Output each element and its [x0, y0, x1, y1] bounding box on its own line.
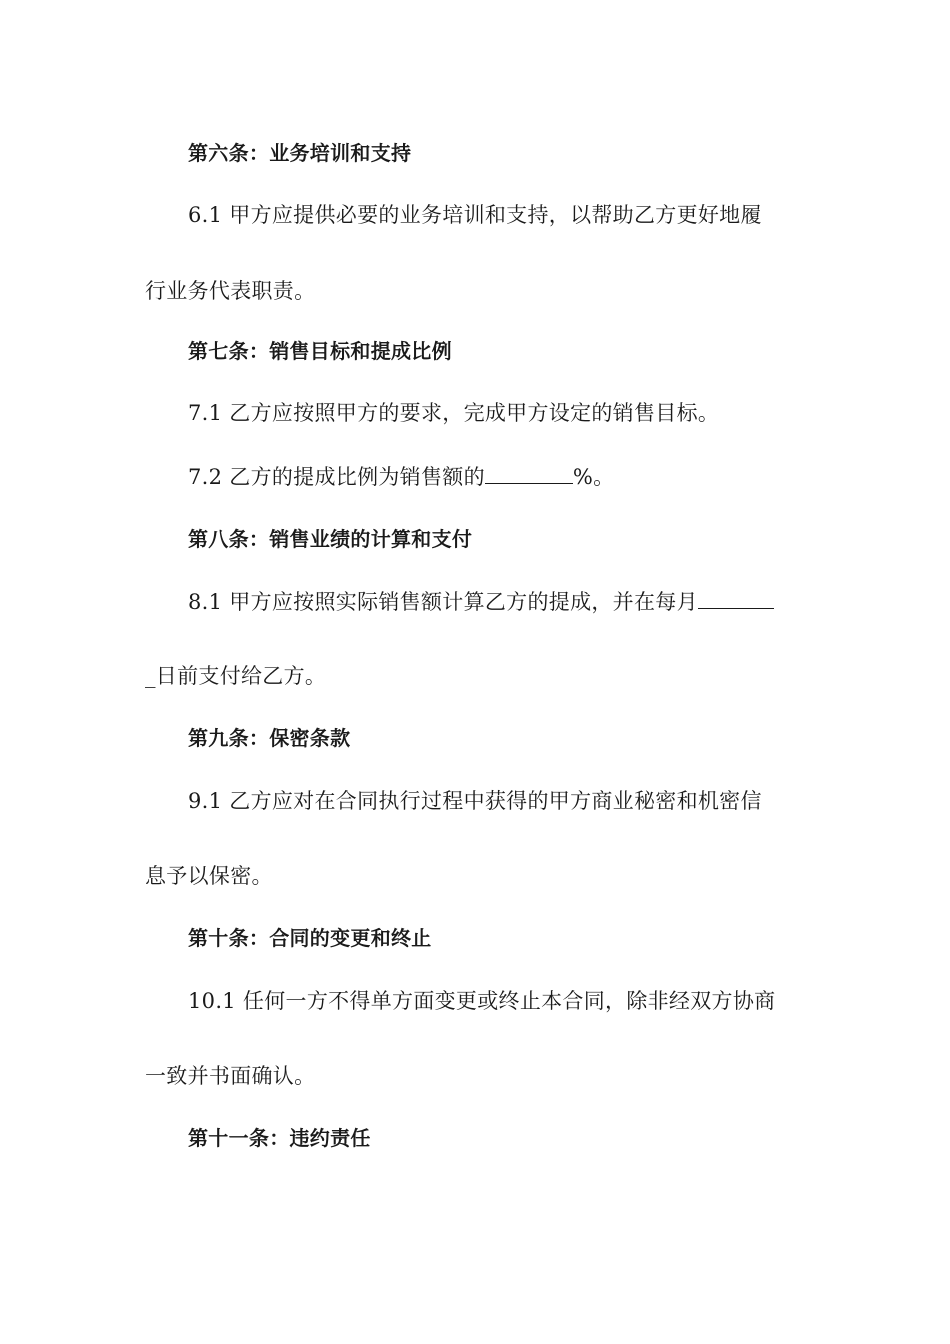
paragraph-7-1: 7.1 乙方应按照甲方的要求，完成甲方设定的销售目标。	[188, 401, 720, 425]
section-heading-9: 第九条：保密条款	[188, 726, 351, 750]
paragraph-10-1-line2: 一致并书面确认。	[145, 1064, 316, 1088]
payment-day-blank	[698, 586, 774, 609]
paragraph-7-2-prefix: 7.2 乙方的提成比例为销售额的	[188, 465, 485, 489]
paragraph-9-1-line2: 息予以保密。	[145, 864, 273, 888]
paragraph-7-2	[188, 461, 810, 492]
paragraph-8-1-prefix: 8.1 甲方应按照实际销售额计算乙方的提成，并在每月	[188, 590, 698, 614]
paragraph-8-1-line2: _日前支付给乙方。	[145, 664, 327, 688]
paragraph-10-1-line1: 10.1 任何一方不得单方面变更或终止本合同，除非经双方协商	[188, 989, 776, 1013]
paragraph-7-2-suffix: %。	[572, 465, 615, 489]
paragraph-6-1-line1: 6.1 甲方应提供必要的业务培训和支持，以帮助乙方更好地履	[188, 203, 762, 227]
section-heading-10: 第十条：合同的变更和终止	[188, 926, 432, 950]
paragraph-6-1-line2: 行业务代表职责。	[145, 279, 316, 303]
paragraph-8-1-line1	[188, 586, 810, 617]
section-heading-6: 第六条：业务培训和支持	[188, 141, 412, 165]
section-heading-8: 第八条：销售业绩的计算和支付	[188, 527, 473, 551]
paragraph-9-1-line1: 9.1 乙方应对在合同执行过程中获得的甲方商业秘密和机密信	[188, 789, 762, 813]
commission-rate-blank	[485, 461, 573, 484]
section-heading-11: 第十一条：违约责任	[188, 1126, 371, 1150]
section-heading-7: 第七条：销售目标和提成比例	[188, 339, 452, 363]
